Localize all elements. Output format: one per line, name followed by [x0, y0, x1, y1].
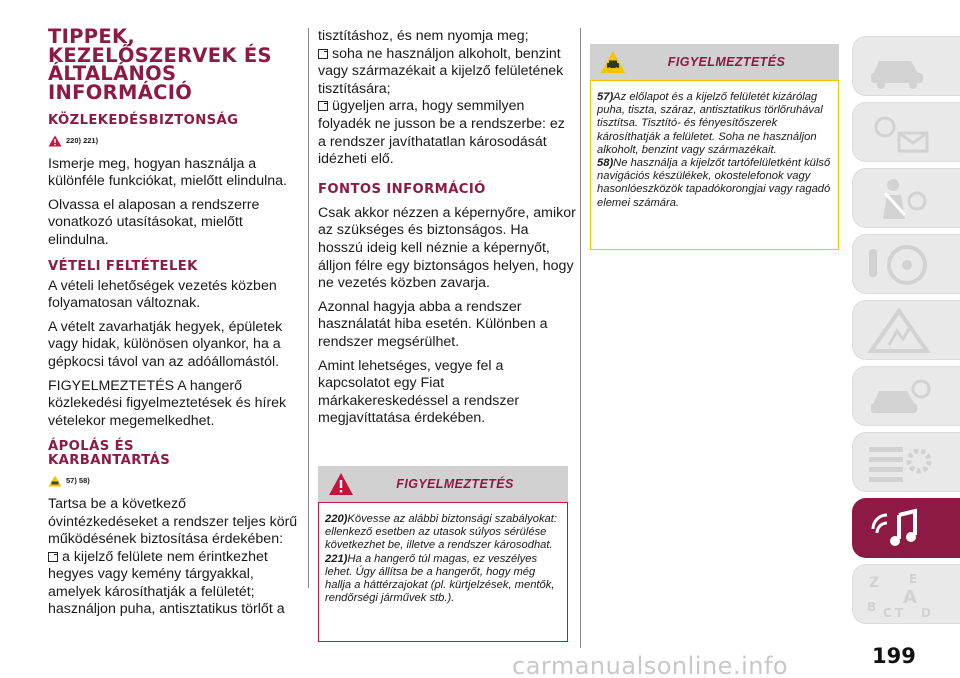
index-letter: D: [921, 606, 931, 619]
tab-technical-data[interactable]: [852, 432, 960, 492]
section-title-important-info: FONTOS INFORMÁCIÓ: [318, 181, 486, 197]
warning-triangle-icon: [328, 472, 354, 496]
car-icon: [863, 43, 935, 91]
title-line: TIPPEK,: [48, 25, 136, 48]
alphabet-index-icon: [863, 571, 935, 619]
warning-number: 221): [325, 552, 348, 565]
tab-maintenance[interactable]: [852, 366, 960, 426]
warning-text: Ha a hangerő túl magas, ez veszélyes lehet. Úgy állítsa be a hangerőt, hogy még hallja a háttérzajokat (pl. kürtjelzések, mentők, rendőrségi járművek stb.).: [325, 552, 555, 605]
column-divider: [580, 28, 581, 648]
paragraph: tisztításhoz, és nem nyomja meg;: [318, 28, 529, 44]
index-letter: T: [895, 606, 904, 619]
index-letter: C: [883, 606, 892, 619]
paragraph: használjon puha, antisztatikus törlőt a: [48, 601, 285, 618]
warning-box-body: [590, 80, 839, 250]
index-letter: Z: [869, 575, 880, 591]
emergency-triangle-icon: [863, 307, 935, 355]
title-line: KARBANTARTÁS: [48, 453, 171, 469]
list-gear-icon: [863, 439, 935, 487]
warning-text: Ne használja a kijelzőt tartófelületként külső navigációs készülékek, okostelefonok vagy hasonlóeszközök tapadókorongjai vagy ragadó elemei számára.: [597, 157, 831, 209]
paragraph: Tartsa be a következő óvintézkedéseket a rendszer teljes körű működésének biztosítása érdekében:: [48, 495, 298, 548]
warning-box-title: FIGYELMEZTETÉS: [396, 477, 514, 491]
section-title-traffic-safety: KÖZLEKEDÉSBIZTONSÁG: [48, 113, 239, 128]
warning-number: 58): [597, 157, 614, 170]
tab-safety[interactable]: [852, 168, 960, 228]
paragraph: A vételt zavarhatják hegyek, épületek vagy hidak, különösen olyankor, ha a gépkocsi távol van az adóállomástól.: [48, 318, 283, 370]
warning-reference: [48, 132, 298, 150]
page-title: [48, 25, 298, 104]
steering-wheel-icon: [863, 241, 935, 289]
bullet-icon: [318, 49, 328, 59]
tab-driving[interactable]: [852, 234, 960, 294]
tab-car[interactable]: [852, 36, 960, 96]
bullet-item: [48, 549, 298, 602]
bullet-item: [318, 98, 576, 168]
bullet-item: [318, 46, 576, 99]
warning-light-icon: [863, 109, 935, 157]
tab-emergency[interactable]: [852, 300, 960, 360]
page-number: 199: [872, 644, 916, 668]
tab-multimedia-active[interactable]: [852, 498, 960, 558]
paragraph: A vételi lehetőségek vezetés közben folyamatosan változnak.: [48, 277, 277, 312]
reference-numbers: 220) 221): [66, 136, 99, 145]
bullet-icon: [318, 101, 328, 111]
watermark: carmanualsonline.info: [512, 652, 789, 678]
title-line: KEZELŐSZERVEK ÉS: [48, 43, 272, 67]
paragraph: Csak akkor nézzen a képernyőre, amikor az szükséges és biztonságos. Ha hosszú ideig kell néznie a képernyőt, álljon félre egy biztonságos helyen, hogy ne vezetés közben zavarja.: [318, 204, 576, 292]
tab-indicators[interactable]: [852, 102, 960, 162]
title-line: INFORMÁCIÓ: [48, 80, 193, 104]
warning-box-header: [590, 44, 839, 80]
seatbelt-icon: [863, 175, 935, 223]
title-line: ÁLTALÁNOS: [48, 62, 177, 85]
index-letter: E: [909, 572, 918, 586]
caution-triangle-icon: [48, 475, 62, 487]
car-service-icon: [863, 373, 935, 421]
bullet-text: ügyeljen arra, hogy semmilyen folyadék ne jusson be a rendszerbe: ez a rendszer javíthatatlan károsodását idézheti elő.: [318, 98, 565, 168]
paragraph: Ismerje meg, hogyan használja a különféle funkciókat, mielőtt elindulna.: [48, 155, 287, 190]
warning-box-header: [318, 466, 568, 502]
warning-box-caution: [590, 44, 839, 250]
warning-triangle-icon: [48, 135, 62, 147]
paragraph: Amint lehetséges, vegye fel a kapcsolatot egy Fiat márkakereskedéssel a rendszer megjavíttatása érdekében.: [318, 357, 520, 427]
warning-text: Kövesse az alábbi biztonsági szabályokat: ellenkező esetben az utasok súlyos sérülése következhet be, illetve a rendszer károsodhat.: [325, 513, 557, 552]
bullet-icon: [48, 552, 58, 562]
index-letter: B: [867, 600, 877, 614]
section-title-care-maintenance: [48, 440, 298, 468]
warning-box-body: [318, 502, 568, 642]
index-letter: A: [903, 587, 917, 608]
warning-number: 57): [597, 91, 614, 103]
title-line: ÁPOLÁS ÉS: [48, 439, 134, 455]
warning-text: Az előlapot és a kijelző felületét kizárólag puha, tiszta, száraz, antisztatikus törlőruhával tisztítsa. Tisztító- és fényesítőszerek károsíthatják a felületet. Soha ne használjon alkoholt, benzint vagy származékait.: [597, 91, 823, 156]
warning-box-danger: [318, 466, 568, 642]
column-divider: [308, 28, 309, 588]
paragraph: Olvassa el alaposan a rendszerre vonatkozó utasításokat, mielőtt elindulna.: [48, 196, 260, 248]
caution-car-icon: [600, 50, 626, 74]
tab-index[interactable]: [852, 564, 960, 624]
column-1: [48, 25, 298, 619]
warning-reference: [48, 472, 298, 490]
warning-number: 220): [325, 513, 348, 525]
multimedia-icon: [863, 505, 935, 553]
paragraph: FIGYELMEZTETÉS A hangerő közlekedési figyelmeztetések és hírek vételekor megemelkedhet.: [48, 377, 287, 429]
chapter-tabs: [852, 36, 960, 630]
column-2: [318, 28, 576, 434]
paragraph: Azonnal hagyja abba a rendszer használatát hiba esetén. Különben a rendszer megsérülhet.: [318, 298, 548, 350]
bullet-text: a kijelző felülete nem érintkezhet hegyes vagy kemény tárgyakkal, amelyek károsíthatják a felületét;: [48, 548, 268, 600]
reference-numbers: 57) 58): [66, 476, 90, 486]
section-title-reception: VÉTELI FELTÉTELEK: [48, 258, 198, 274]
bullet-text: soha ne használjon alkoholt, benzint vagy származékait a kijelző felületének tisztítására;: [318, 45, 564, 97]
warning-box-title: FIGYELMEZTETÉS: [667, 55, 786, 69]
